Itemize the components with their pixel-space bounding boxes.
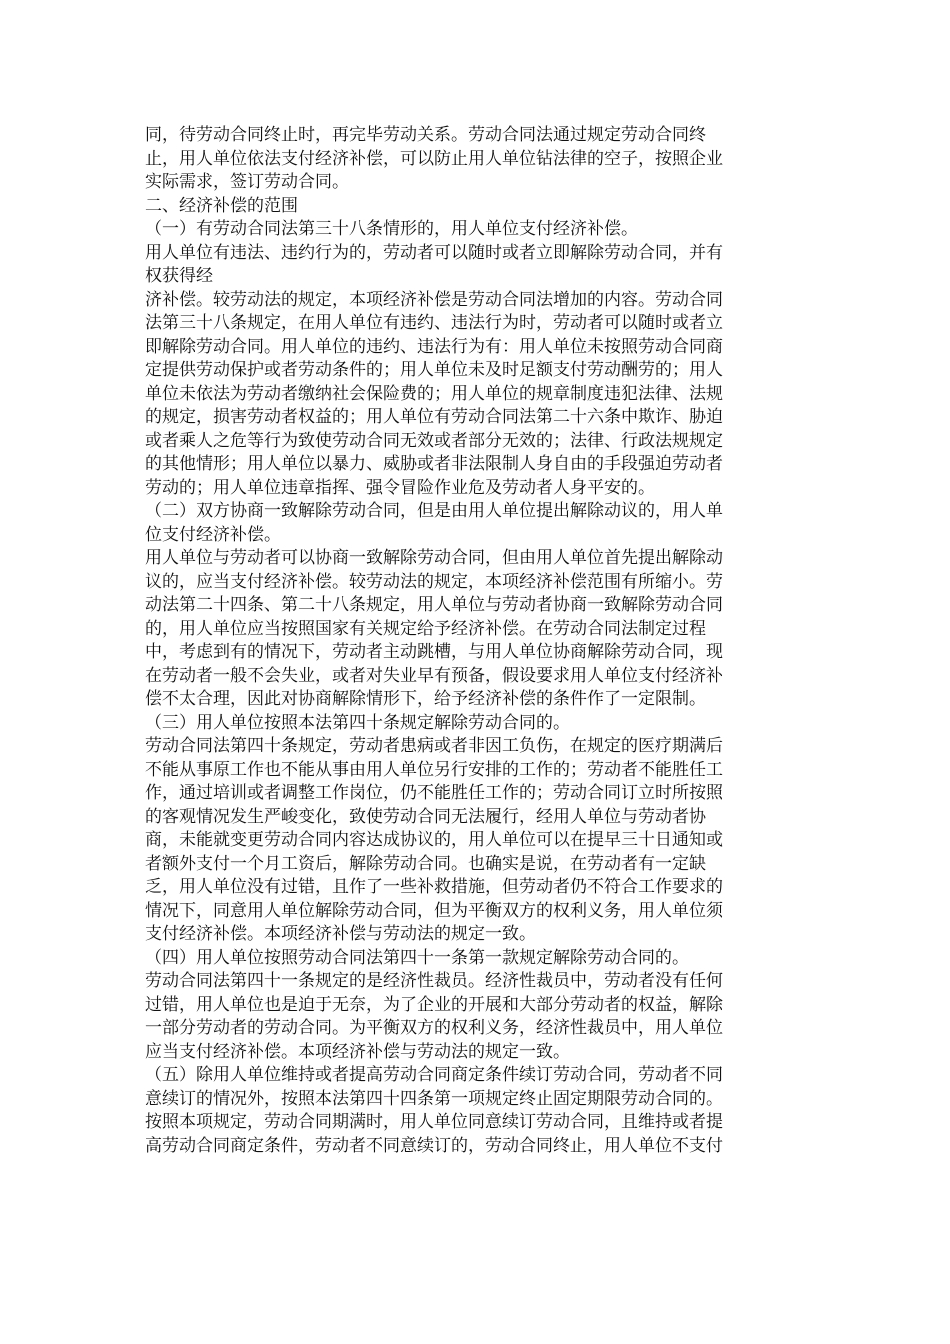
section-heading: 二、经济补偿的范围: [145, 195, 298, 216]
text-line: 一部分劳动者的劳动合同。为平衡双方的权利义务，经济性裁员中，用人单位: [145, 1018, 723, 1038]
text-line: 用人单位与劳动者可以协商一致解除劳动合同，但由用人单位首先提出解除动: [145, 548, 723, 568]
text-line: 乏，用人单位没有过错，且作了一些补救措施，但劳动者仍不符合工作要求的: [145, 877, 723, 897]
text-line: 即解除劳动合同。用人单位的违约、违法行为有：用人单位未按照劳动合同商: [145, 336, 723, 357]
text-line: 偿不太合理，因此对协商解除情形下，给予经济补偿的条件作了一定限制。: [145, 689, 706, 709]
text-line: 或者乘人之危等行为致使劳动合同无效或者部分无效的；法律、行政法规规定: [145, 430, 723, 451]
text-line: 高劳动合同商定条件，劳动者不同意续订的，劳动合同终止，用人单位不支付: [145, 1135, 723, 1156]
document-page: [145, 124, 805, 1158]
text-line: 止，用人单位依法支付经济补偿，可以防止用人单位钻法律的空子，按照企业: [145, 148, 723, 169]
text-line: 在劳动者一般不会失业，或者对失业早有预备，假设要求用人单位支付经济补: [145, 665, 723, 686]
text-line: 支付经济补偿。本项经济补偿与劳动法的规定一致。: [145, 924, 536, 944]
text-line: 劳动的；用人单位违章指挥、强令冒险作业危及劳动者人身平安的。: [145, 477, 655, 498]
text-line: 情况下，同意用人单位解除劳动合同，但为平衡双方的权利义务，用人单位须: [145, 900, 723, 921]
text-line: 济补偿。较劳动法的规定，本项经济补偿是劳动合同法增加的内容。劳动合同: [145, 289, 723, 310]
text-line: 动法第二十四条、第二十八条规定，用人单位与劳动者协商一致解除劳动合同: [145, 595, 723, 615]
text-line: 单位未依法为劳动者缴纳社会保险费的；用人单位的规章制度违犯法律、法规: [145, 383, 723, 404]
text-line: 按照本项规定，劳动合同期满时，用人单位同意续订劳动合同，且维持或者提: [145, 1112, 723, 1132]
text-line: 中，考虑到有的情况下，劳动者主动跳槽，与用人单位协商解除劳动合同，现: [145, 642, 723, 662]
text-line: 的，用人单位应当按照国家有关规定给予经济补偿。在劳动合同法制定过程: [145, 618, 706, 639]
text-line: 过错，用人单位也是迫于无奈，为了企业的开展和大部分劳动者的权益，解除: [145, 994, 723, 1015]
text-line: 实际需求，签订劳动合同。: [145, 172, 349, 192]
subsection-heading: （四）用人单位按照劳动合同法第四十一条第一款规定解除劳动合同的。: [145, 947, 689, 968]
text-line: 的客观情况发生严峻变化，致使劳动合同无法履行，经用人单位与劳动者协: [145, 806, 706, 827]
text-line: 不能从事原工作也不能从事由用人单位另行安排的工作的；劳动者不能胜任工: [145, 759, 723, 780]
text-line: 应当支付经济补偿。本项经济补偿与劳动法的规定一致。: [145, 1041, 570, 1062]
subsection-heading: （二）双方协商一致解除劳动合同，但是由用人单位提出解除动议的，用人单: [145, 501, 723, 521]
text-line: 商，未能就变更劳动合同内容达成协议的，用人单位可以在提早三十日通知或: [145, 830, 723, 850]
text-line: 用人单位有违法、违约行为的，劳动者可以随时或者立即解除劳动合同，并有: [145, 242, 723, 263]
text-line: 意续订的情况外，按照本法第四十四条第一项规定终止固定期限劳动合同的。: [145, 1088, 723, 1109]
text-line: 权获得经: [145, 266, 213, 286]
subsection-heading: （五）除用人单位维持或者提高劳动合同商定条件续订劳动合同，劳动者不同: [145, 1065, 723, 1085]
subsection-heading: （一）有劳动合同法第三十八条情形的，用人单位支付经济补偿。: [145, 219, 638, 239]
text-line: 劳动合同法第四十一条规定的是经济性裁员。经济性裁员中，劳动者没有任何: [145, 971, 723, 991]
text-line: 法第三十八条规定，在用人单位有违约、违法行为时，劳动者可以随时或者立: [145, 313, 723, 333]
text-line: 同，待劳动合同终止时，再完毕劳动关系。劳动合同法通过规定劳动合同终: [145, 125, 706, 145]
text-line: 议的，应当支付经济补偿。较劳动法的规定，本项经济补偿范围有所缩小。劳: [145, 571, 723, 592]
text-line: 的规定，损害劳动者权益的；用人单位有劳动合同法第二十六条中欺诈、胁迫: [145, 407, 723, 427]
subsection-heading: （三）用人单位按照本法第四十条规定解除劳动合同的。: [145, 712, 570, 733]
text-line: 者额外支付一个月工资后，解除劳动合同。也确实是说，在劳动者有一定缺: [145, 853, 706, 874]
text-line: 位支付经济补偿。: [145, 524, 281, 545]
text-line: 劳动合同法第四十条规定，劳动者患病或者非因工负伤，在规定的医疗期满后: [145, 736, 723, 756]
text-line: 作，通过培训或者调整工作岗位，仍不能胜任工作的；劳动合同订立时所按照: [145, 783, 723, 803]
text-line: 定提供劳动保护或者劳动条件的；用人单位未及时足额支付劳动酬劳的；用人: [145, 360, 723, 380]
text-line: 的其他情形；用人单位以暴力、威胁或者非法限制人身自由的手段强迫劳动者: [145, 454, 723, 474]
